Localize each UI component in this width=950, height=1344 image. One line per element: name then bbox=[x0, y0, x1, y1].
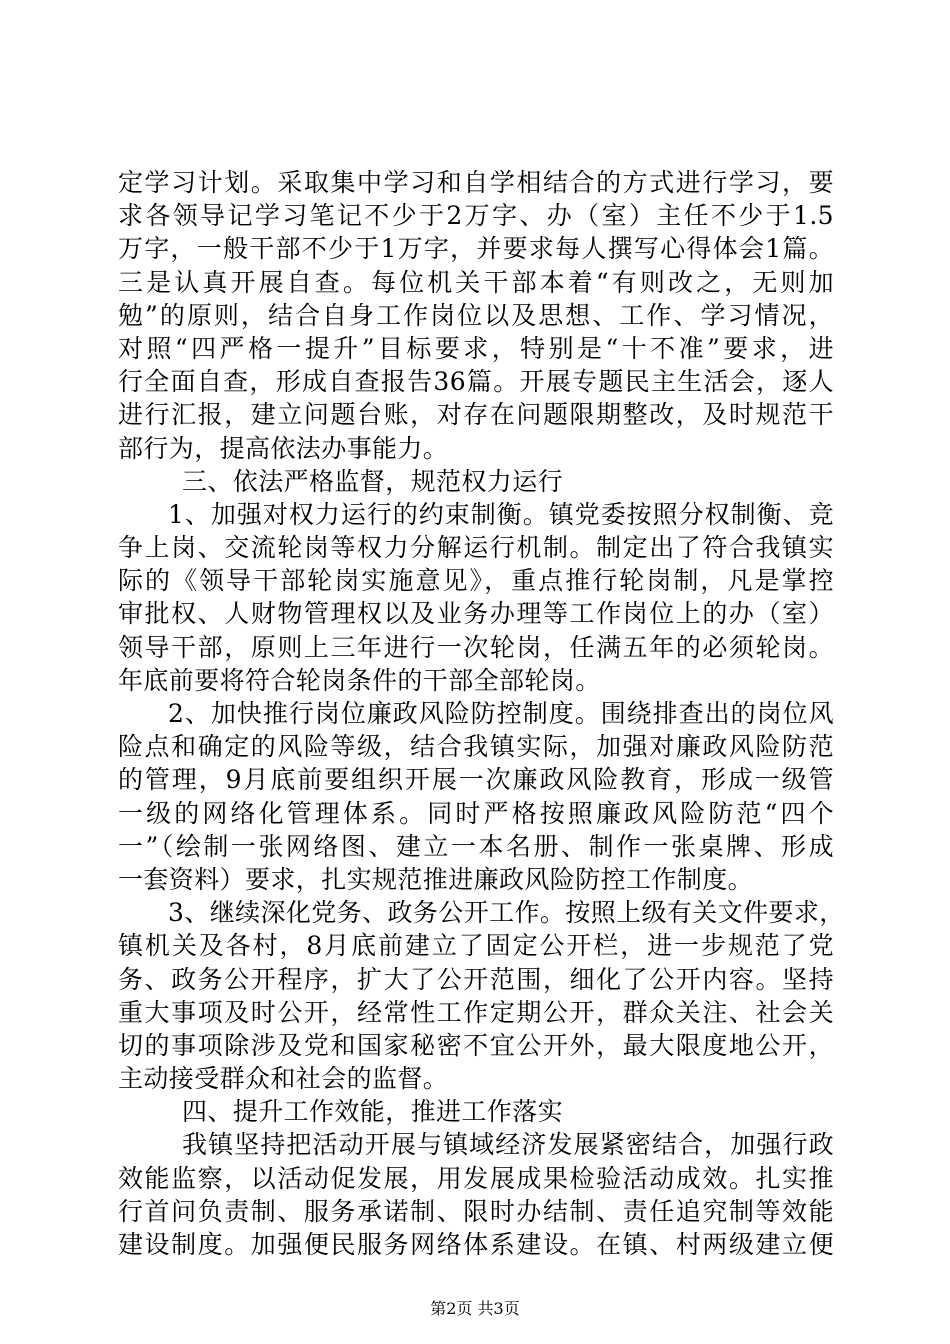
section-heading: 四、提升工作效能，推进工作落实 bbox=[182, 1097, 564, 1127]
text-line: 切的事项除涉及党和国家秘密不宜公开外，最大限度地公开， bbox=[118, 1030, 834, 1060]
text-line: 三是认真开展自查。每位机关干部本着“有则改之，无则加 bbox=[118, 267, 834, 297]
document-body bbox=[118, 166, 845, 1261]
text-line: 1、加强对权力运行的约束制衡。镇党委按照分权制衡、竞 bbox=[168, 499, 834, 529]
text-line: 主动接受群众和社会的监督。 bbox=[118, 1064, 449, 1094]
section-heading: 三、依法严格监督，规范权力运行 bbox=[182, 466, 564, 496]
text-line: 务、政务公开程序，扩大了公开范围，细化了公开内容。坚持 bbox=[118, 964, 834, 994]
text-line: 争上岗、交流轮岗等权力分解运行机制。制定出了符合我镇实 bbox=[118, 533, 834, 563]
text-line: 镇机关及各村，8月底前建立了固定公开栏，进一步规范了党 bbox=[118, 931, 834, 961]
text-line: 3、继续深化党务、政务公开工作。按照上级有关文件要求， bbox=[168, 898, 845, 928]
text-line: 求各领导记学习笔记不少于2万字、办（室）主任不少于1.5 bbox=[118, 201, 834, 231]
text-line: 行首问负责制、服务承诺制、限时办结制、责任追究制等效能 bbox=[118, 1196, 834, 1226]
text-line: 勉”的原则，结合自身工作岗位以及思想、工作、学习情况， bbox=[118, 300, 834, 330]
text-line: 一级的网络化管理体系。同时严格按照廉政风险防范“四个 bbox=[118, 798, 834, 828]
text-line: 对照“四严格一提升”目标要求，特别是“十不准”要求，进 bbox=[118, 333, 834, 363]
text-line: 险点和确定的风险等级，结合我镇实际，加强对廉政风险防范 bbox=[118, 732, 834, 762]
text-line: 我镇坚持把活动开展与镇域经济发展紧密结合，加强行政 bbox=[182, 1130, 834, 1160]
page-footer: 第2页 共3页 bbox=[430, 1299, 520, 1318]
text-line: 领导干部，原则上三年进行一次轮岗，任满五年的必须轮岗。 bbox=[118, 632, 834, 662]
text-line: 重大事项及时公开，经常性工作定期公开，群众关注、社会关 bbox=[118, 997, 834, 1027]
text-line: 效能监察，以活动促发展，用发展成果检验活动成效。扎实推 bbox=[118, 1163, 834, 1193]
text-line: 的管理，9月底前要组织开展一次廉政风险教育，形成一级管 bbox=[118, 765, 834, 795]
text-line: 审批权、人财物管理权以及业务办理等工作岗位上的办（室） bbox=[118, 599, 834, 629]
text-line: 万字，一般干部不少于1万字，并要求每人撰写心得体会1篇。 bbox=[118, 234, 834, 264]
text-line: 建设制度。加强便民服务网络体系建设。在镇、村两级建立便 bbox=[118, 1230, 834, 1259]
text-line: 际的《领导干部轮岗实施意见》，重点推行轮岗制，凡是掌控 bbox=[118, 566, 834, 596]
text-line: 定学习计划。采取集中学习和自学相结合的方式进行学习，要 bbox=[118, 168, 834, 197]
text-line: 部行为，提高依法办事能力。 bbox=[118, 433, 449, 463]
text-line: 进行汇报，建立问题台账，对存在问题限期整改，及时规范干 bbox=[118, 400, 834, 430]
text-line: 年底前要将符合轮岗条件的干部全部轮岗。 bbox=[118, 665, 601, 695]
text-line: 一套资料）要求，扎实规范推进廉政风险防控工作制度。 bbox=[118, 864, 754, 894]
text-line: 行全面自查，形成自查报告36篇。开展专题民主生活会，逐人 bbox=[118, 367, 834, 397]
text-line: 2、加快推行岗位廉政风险防控制度。围绕排查出的岗位风 bbox=[168, 699, 834, 728]
text-line: 一”（绘制一张网络图、建立一本名册、制作一张桌牌、形成 bbox=[118, 831, 834, 861]
